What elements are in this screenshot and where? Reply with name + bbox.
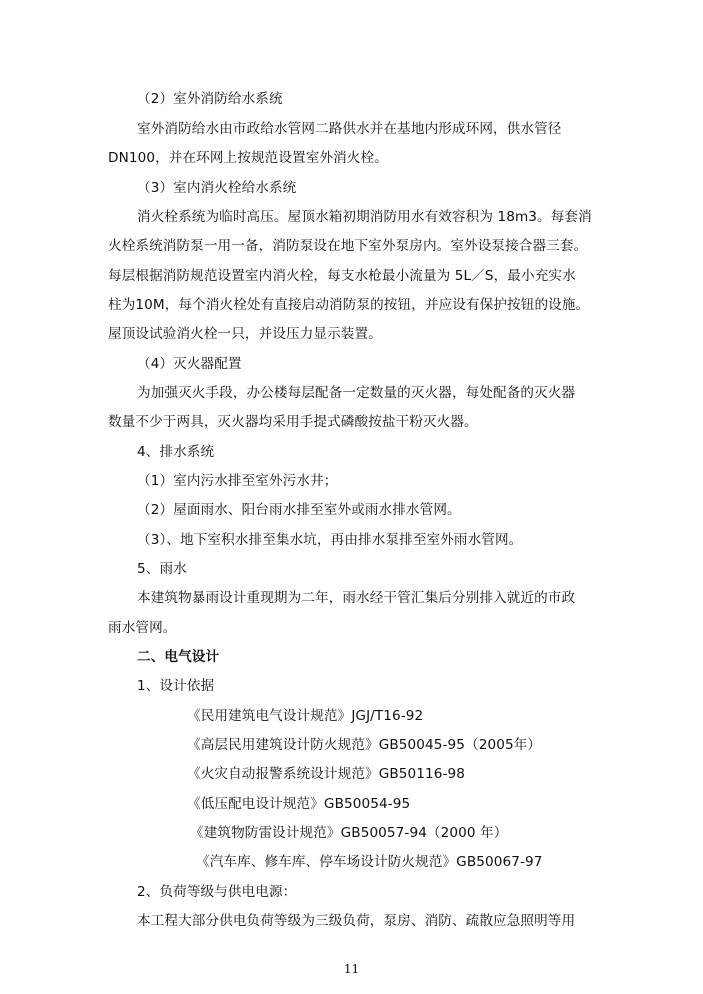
standard-reference: 《汽车库、修车库、停车场设计防火规范》GB50067-97 bbox=[196, 854, 543, 870]
paragraph-line: 消火栓系统为临时高压。屋顶水箱初期消防用水有效容积为 18m3。每套消 bbox=[137, 209, 592, 225]
heading-drainage-system: 4、排水系统 bbox=[137, 444, 215, 460]
paragraph-line: 本工程大部分供电负荷等级为三级负荷，泵房、消防、疏散应急照明等用 bbox=[137, 913, 576, 929]
paragraph-line: 每层根据消防规范设置室内消火栓，每支水枪最小流量为 5L／S，最小充实水 bbox=[108, 268, 576, 284]
standard-reference: 《建筑物防雷设计规范》GB50057-94（2000 年） bbox=[190, 825, 508, 841]
paragraph-line: 火栓系统消防泵一用一备，消防泵设在地下室外泵房内。室外设泵接合器三套。 bbox=[108, 238, 588, 254]
heading-extinguishers: （4）灭火器配置 bbox=[137, 356, 242, 372]
heading-outdoor-fire-water: （2）室外消防给水系统 bbox=[137, 91, 283, 107]
paragraph-line: 柱为10M，每个消火栓处有直接启动消防泵的按钮，并应设有保护按钮的设施。 bbox=[108, 297, 590, 313]
paragraph-line: 为加强灭火手段，办公楼每层配备一定数量的灭火器，每处配备的灭火器 bbox=[137, 385, 576, 401]
paragraph-line: 屋顶设试验消火栓一只，并设压力显示装置。 bbox=[108, 326, 382, 342]
heading-rainwater: 5、雨水 bbox=[137, 561, 187, 577]
paragraph-line: 室外消防给水由市政给水管网二路供水并在基地内形成环网，供水管径 bbox=[137, 121, 562, 137]
list-item: （1）室内污水排至室外污水井； bbox=[137, 473, 338, 489]
page-number: 11 bbox=[343, 962, 360, 976]
heading-load-and-power: 2、负荷等级与供电电源： bbox=[137, 884, 297, 900]
list-item: （3）、地下室积水排至集水坑，再由排水泵排至室外雨水管网。 bbox=[137, 532, 523, 548]
paragraph-line: 雨水管网。 bbox=[108, 620, 177, 636]
paragraph-line: 本建筑物暴雨设计重现期为二年，雨水经干管汇集后分别排入就近的市政 bbox=[137, 590, 576, 606]
standard-reference: 《民用建筑电气设计规范》JGJ/T16-92 bbox=[187, 708, 424, 724]
standard-reference: 《低压配电设计规范》GB50054-95 bbox=[187, 796, 411, 812]
standard-reference: 《高层民用建筑设计防火规范》GB50045-95（2005年） bbox=[187, 737, 542, 753]
standard-reference: 《火灾自动报警系统设计规范》GB50116-98 bbox=[187, 766, 466, 782]
section-heading-electrical: 二、电气设计 bbox=[137, 649, 220, 665]
heading-design-basis: 1、设计依据 bbox=[137, 678, 215, 694]
list-item: （2）屋面雨水、阳台雨水排至室外或雨水排水管网。 bbox=[137, 502, 461, 518]
paragraph-line: 数量不少于两具，灭火器均采用手提式磷酸按盐干粉灭火器。 bbox=[108, 414, 478, 430]
heading-indoor-hydrant-water: （3）室内消火栓给水系统 bbox=[137, 180, 297, 196]
paragraph-line: DN100，并在环网上按规范设置室外消火栓。 bbox=[108, 150, 388, 166]
